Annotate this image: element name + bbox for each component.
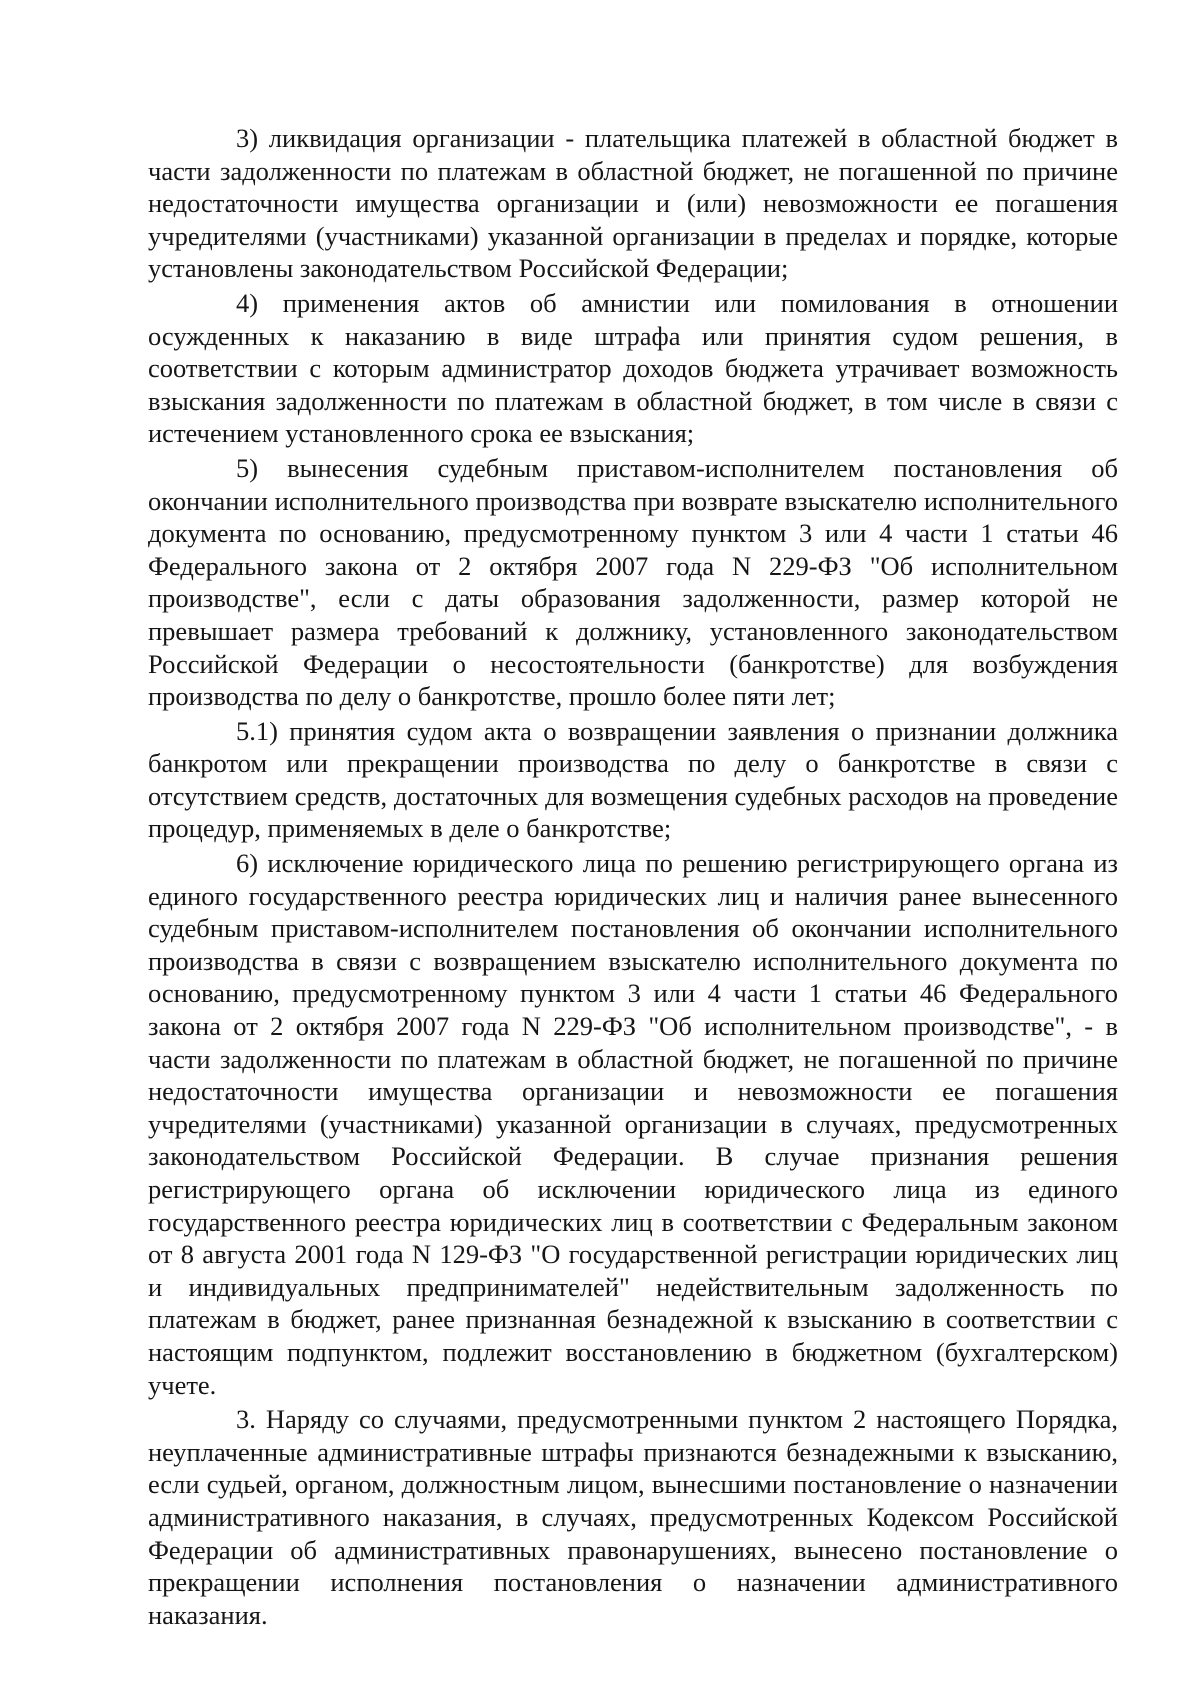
paragraph-item-5: 5) вынесения судебным приставом-исполнителем постановления об окончании исполнительного производства при возврате взыскателю исполнительного документа по основанию, предусмотренному пунктом 3 или 4 части 1 статьи 46 Федерального закона от 2 октября 2007 года N 229-ФЗ "Об исполнительном производстве", если с даты образования задолженности, размер которой не превышает размера требований к должнику, установленного законодательством Российской Федерации о несостоятельности (банкротстве) для возбуждения производства по делу о банкротстве, прошло более пяти лет; — [148, 452, 1118, 712]
paragraph-item-3: 3) ликвидация организации - плательщика платежей в областной бюджет в части задолженности по платежам в областной бюджет, не погашенной по причине недостаточности имущества организации и (или) невозможности ее погашения учредителями (участниками) указанной организации в пределах и порядке, которые установлены законодательством Российской Федерации; — [148, 123, 1118, 284]
document-body — [148, 122, 1118, 1631]
paragraph-item-4: 4) применения актов об амнистии или помилования в отношении осужденных к наказанию в виде штрафа или принятия судом решения, в соответствии с которым администратор доходов бюджета утрачивает возможность взыскания задолженности по платежам в областной бюджет, в том числе в связи с истечением установленного срока ее взыскания; — [148, 287, 1118, 449]
paragraph-item-5-1: 5.1) принятия судом акта о возвращении заявления о признании должника банкротом или прекращении производства по делу о банкротстве в связи с отсутствием средств, достаточных для возмещения судебных расходов на проведение процедур, применяемых в деле о банкротстве; — [148, 715, 1118, 844]
paragraph-clause-3: 3. Наряду со случаями, предусмотренными пунктом 2 настоящего Порядка, неуплаченные административные штрафы признаются безнадежными к взысканию, если судьей, органом, должностным лицом, вынесшими постановление о назначении административного наказания, в случаях, предусмотренных Кодексом Российской Федерации об административных правонарушениях, вынесено постановление о прекращении исполнения постановления о назначении административного наказания. — [148, 1404, 1118, 1630]
paragraph-item-6: 6) исключение юридического лица по решению регистрирующего органа из единого государственного реестра юридических лиц и наличия ранее вынесенного судебным приставом-исполнителем постановления об окончании исполнительного производства в связи с возвращением взыскателю исполнительного документа по основанию, предусмотренному пунктом 3 или 4 части 1 статьи 46 Федерального закона от 2 октября 2007 года N 229-ФЗ "Об исполнительном производстве", - в части задолженности по платежам в областной бюджет, не погашенной по причине недостаточности имущества организации и невозможности ее погашения учредителями (участниками) указанной организации в случаях, предусмотренных законодательством Российской Федерации. В случае признания решения регистрирующего органа об исключении юридического лица из единого государственного реестра юридических лиц в соответствии с Федеральным законом от 8 августа 2001 года N 129-ФЗ "О государственной регистрации юридических лиц и индивидуальных предпринимателей" недействительным задолженность по платежам в бюджет, ранее признанная безнадежной к взысканию в соответствии с настоящим подпунктом, подлежит восстановлению в бюджетном (бухгалтерском) учете. — [148, 848, 1118, 1400]
